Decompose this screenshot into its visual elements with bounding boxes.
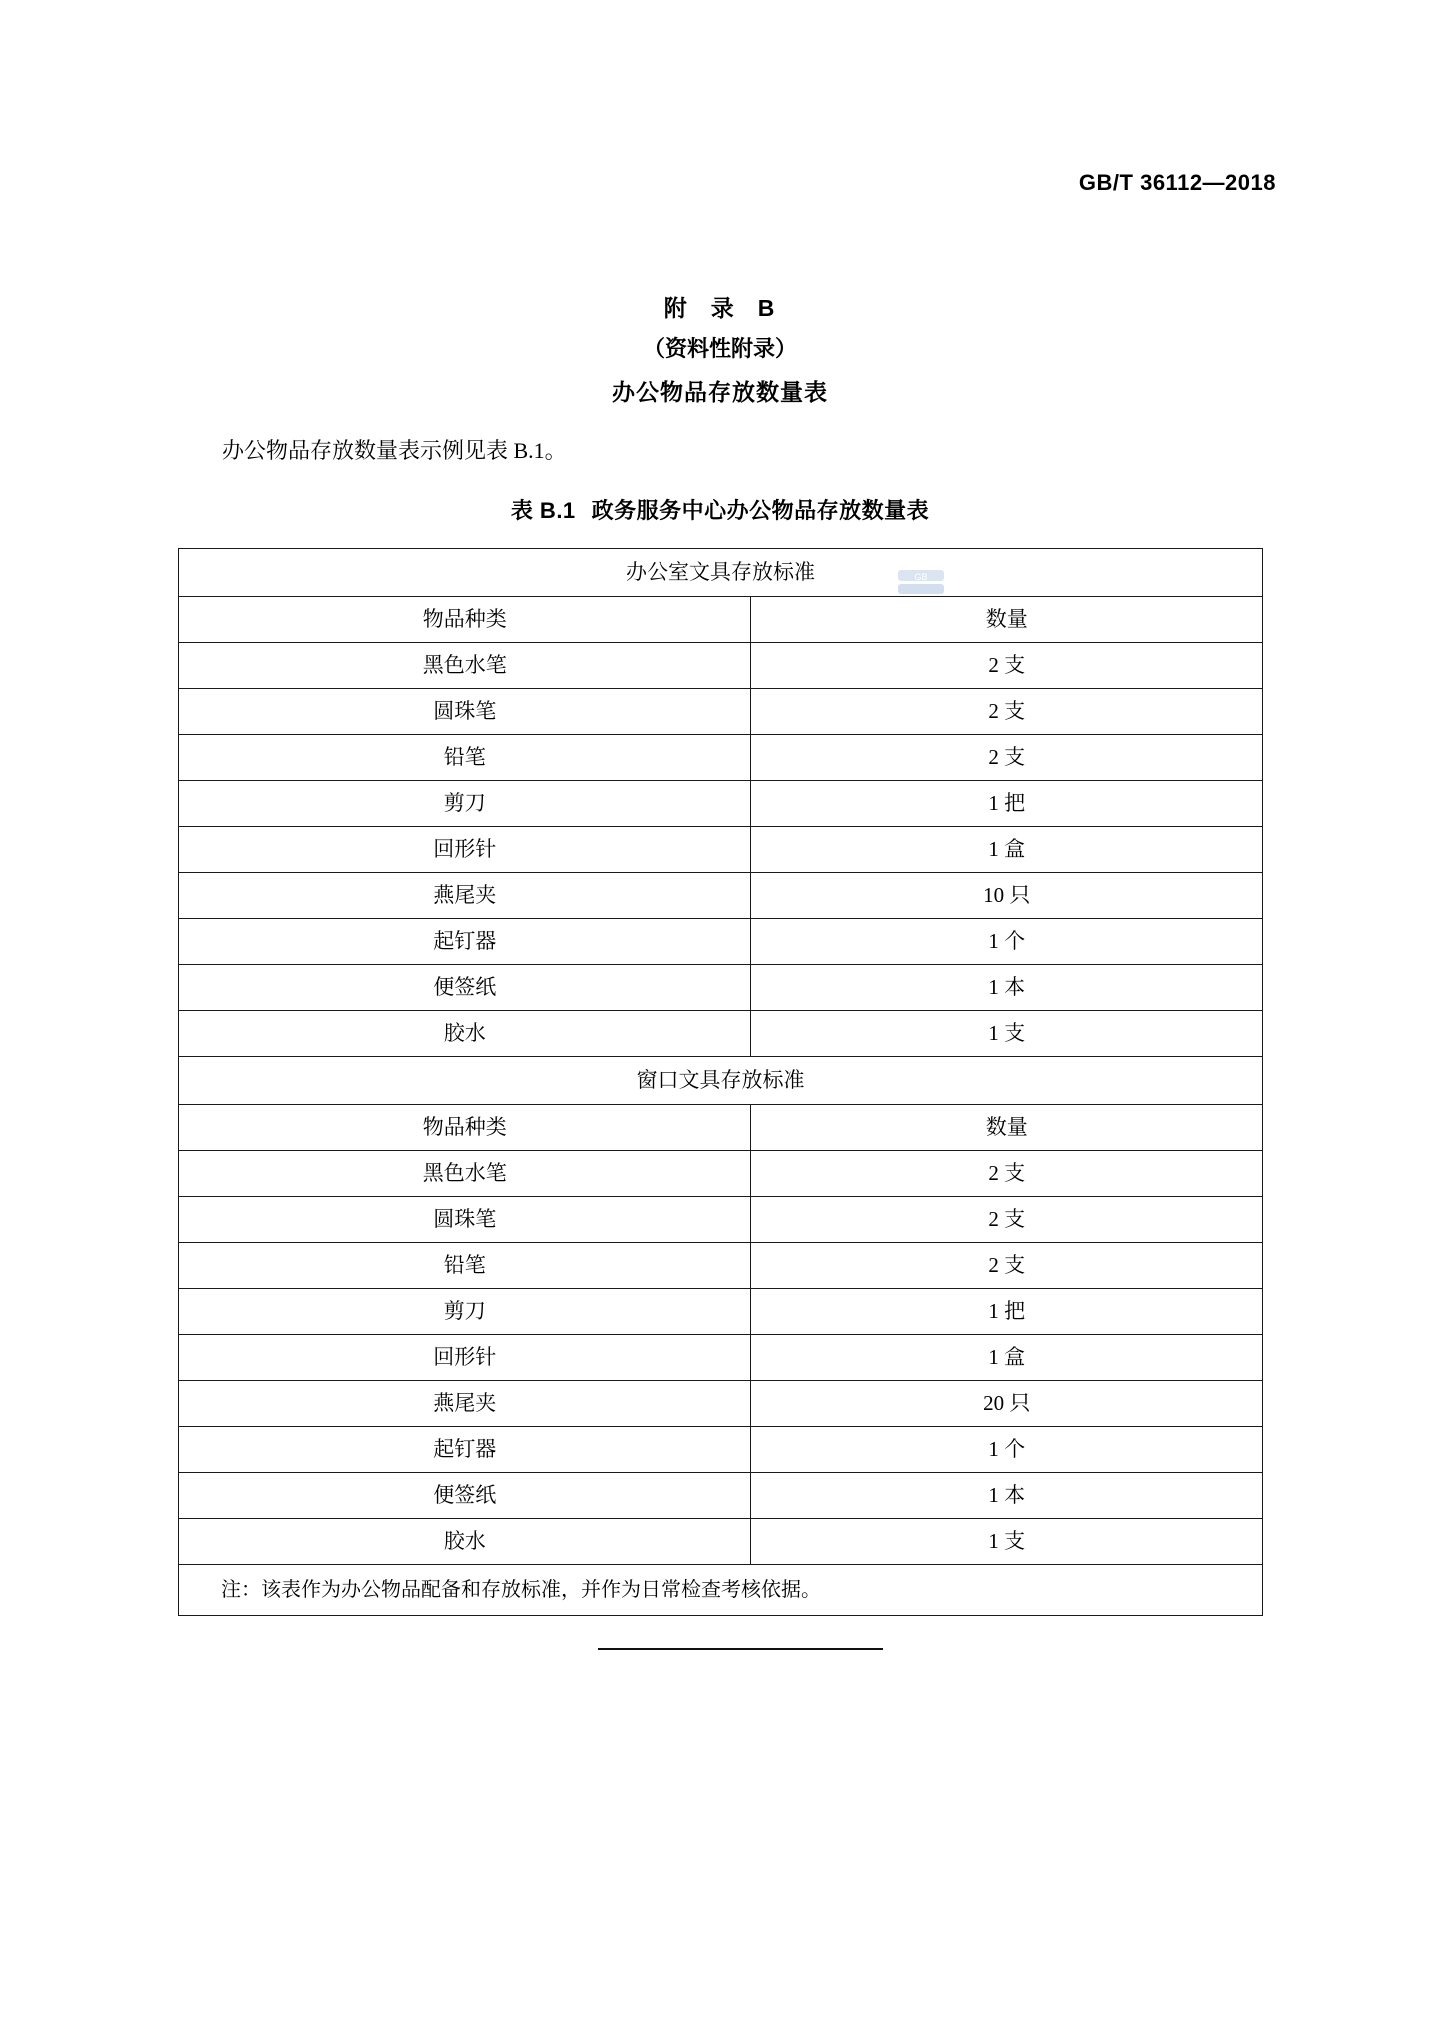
svg-text:GB: GB: [914, 572, 928, 582]
table-row: [179, 873, 1263, 919]
column-header-item-2: 物品种类: [179, 1105, 751, 1151]
cell-qty: 2 支: [751, 1197, 1263, 1243]
section-title-1: 办公室文具存放标准: [179, 549, 1263, 597]
cell-qty: 2 支: [751, 1243, 1263, 1289]
column-header-qty-2: 数量: [751, 1105, 1263, 1151]
cell-item: 胶水: [179, 1011, 751, 1057]
intro-paragraph: 办公物品存放数量表示例见表 B.1。: [222, 438, 567, 463]
table-row: [179, 1381, 1263, 1427]
cell-item: 黑色水笔: [179, 1151, 751, 1197]
annex-label-prefix: 附: [663, 295, 689, 321]
annex-letter: B: [757, 295, 777, 321]
table-row: [179, 1151, 1263, 1197]
section-title-2: 窗口文具存放标准: [179, 1057, 1263, 1105]
cell-qty: 10 只: [751, 873, 1263, 919]
cell-item: 便签纸: [179, 965, 751, 1011]
table-container: [178, 548, 1263, 1616]
table-row: [179, 919, 1263, 965]
cell-qty: 1 支: [751, 1519, 1263, 1565]
cell-item: 便签纸: [179, 1473, 751, 1519]
table-column-header-row: [179, 1105, 1263, 1151]
cell-item: 铅笔: [179, 735, 751, 781]
cell-item: 铅笔: [179, 1243, 751, 1289]
cell-item: 燕尾夹: [179, 873, 751, 919]
cell-qty: 1 盒: [751, 827, 1263, 873]
cell-item: 起钉器: [179, 919, 751, 965]
table-caption: [0, 494, 1440, 525]
table-column-header-row: [179, 597, 1263, 643]
cell-qty: 20 只: [751, 1381, 1263, 1427]
cell-item: 剪刀: [179, 1289, 751, 1335]
table-section-header-row: [179, 549, 1263, 597]
annex-title: [0, 290, 1440, 323]
table-row: [179, 689, 1263, 735]
table-row: [179, 1289, 1263, 1335]
office-supplies-table: [178, 548, 1263, 1616]
cell-qty: 1 本: [751, 1473, 1263, 1519]
table-row: [179, 1473, 1263, 1519]
cell-item: 圆珠笔: [179, 689, 751, 735]
table-row: [179, 1335, 1263, 1381]
cell-qty: 1 个: [751, 1427, 1263, 1473]
cell-item: 起钉器: [179, 1427, 751, 1473]
table-row: [179, 1427, 1263, 1473]
cell-qty: 1 把: [751, 1289, 1263, 1335]
cell-qty: 2 支: [751, 735, 1263, 781]
cell-qty: 2 支: [751, 689, 1263, 735]
table-row: [179, 1519, 1263, 1565]
table-row: [179, 1011, 1263, 1057]
table-title: 政务服务中心办公物品存放数量表: [591, 498, 930, 523]
cell-qty: 1 把: [751, 781, 1263, 827]
footer-rule: [598, 1648, 883, 1650]
table-row: [179, 735, 1263, 781]
cell-item: 圆珠笔: [179, 1197, 751, 1243]
cell-qty: 1 本: [751, 965, 1263, 1011]
cell-qty: 1 个: [751, 919, 1263, 965]
cell-item: 燕尾夹: [179, 1381, 751, 1427]
cell-qty: 2 支: [751, 1151, 1263, 1197]
column-header-item-1: 物品种类: [179, 597, 751, 643]
cell-qty: 2 支: [751, 643, 1263, 689]
cell-item: 胶水: [179, 1519, 751, 1565]
table-number: 表 B.1: [510, 498, 576, 523]
cell-item: 剪刀: [179, 781, 751, 827]
cell-qty: 1 盒: [751, 1335, 1263, 1381]
logo-watermark-icon: [898, 568, 944, 598]
table-row: [179, 827, 1263, 873]
table-row: [179, 643, 1263, 689]
table-row: [179, 1197, 1263, 1243]
table-row: [179, 965, 1263, 1011]
table-note: 注：该表作为办公物品配备和存放标准，并作为日常检查考核依据。: [179, 1565, 1263, 1616]
table-section-header-row: [179, 1057, 1263, 1105]
cell-item: 回形针: [179, 1335, 751, 1381]
cell-item: 黑色水笔: [179, 643, 751, 689]
annex-name: 办公物品存放数量表: [612, 379, 828, 405]
cell-qty: 1 支: [751, 1011, 1263, 1057]
cell-item: 回形针: [179, 827, 751, 873]
annex-type: （资料性附录）: [642, 336, 797, 361]
table-row: [179, 781, 1263, 827]
table-note-row: [179, 1565, 1263, 1616]
column-header-qty-1: 数量: [751, 597, 1263, 643]
annex-label-suffix: 录: [710, 295, 736, 321]
page-header-standard-number: GB/T 36112—2018: [1078, 170, 1276, 195]
table-row: [179, 1243, 1263, 1289]
